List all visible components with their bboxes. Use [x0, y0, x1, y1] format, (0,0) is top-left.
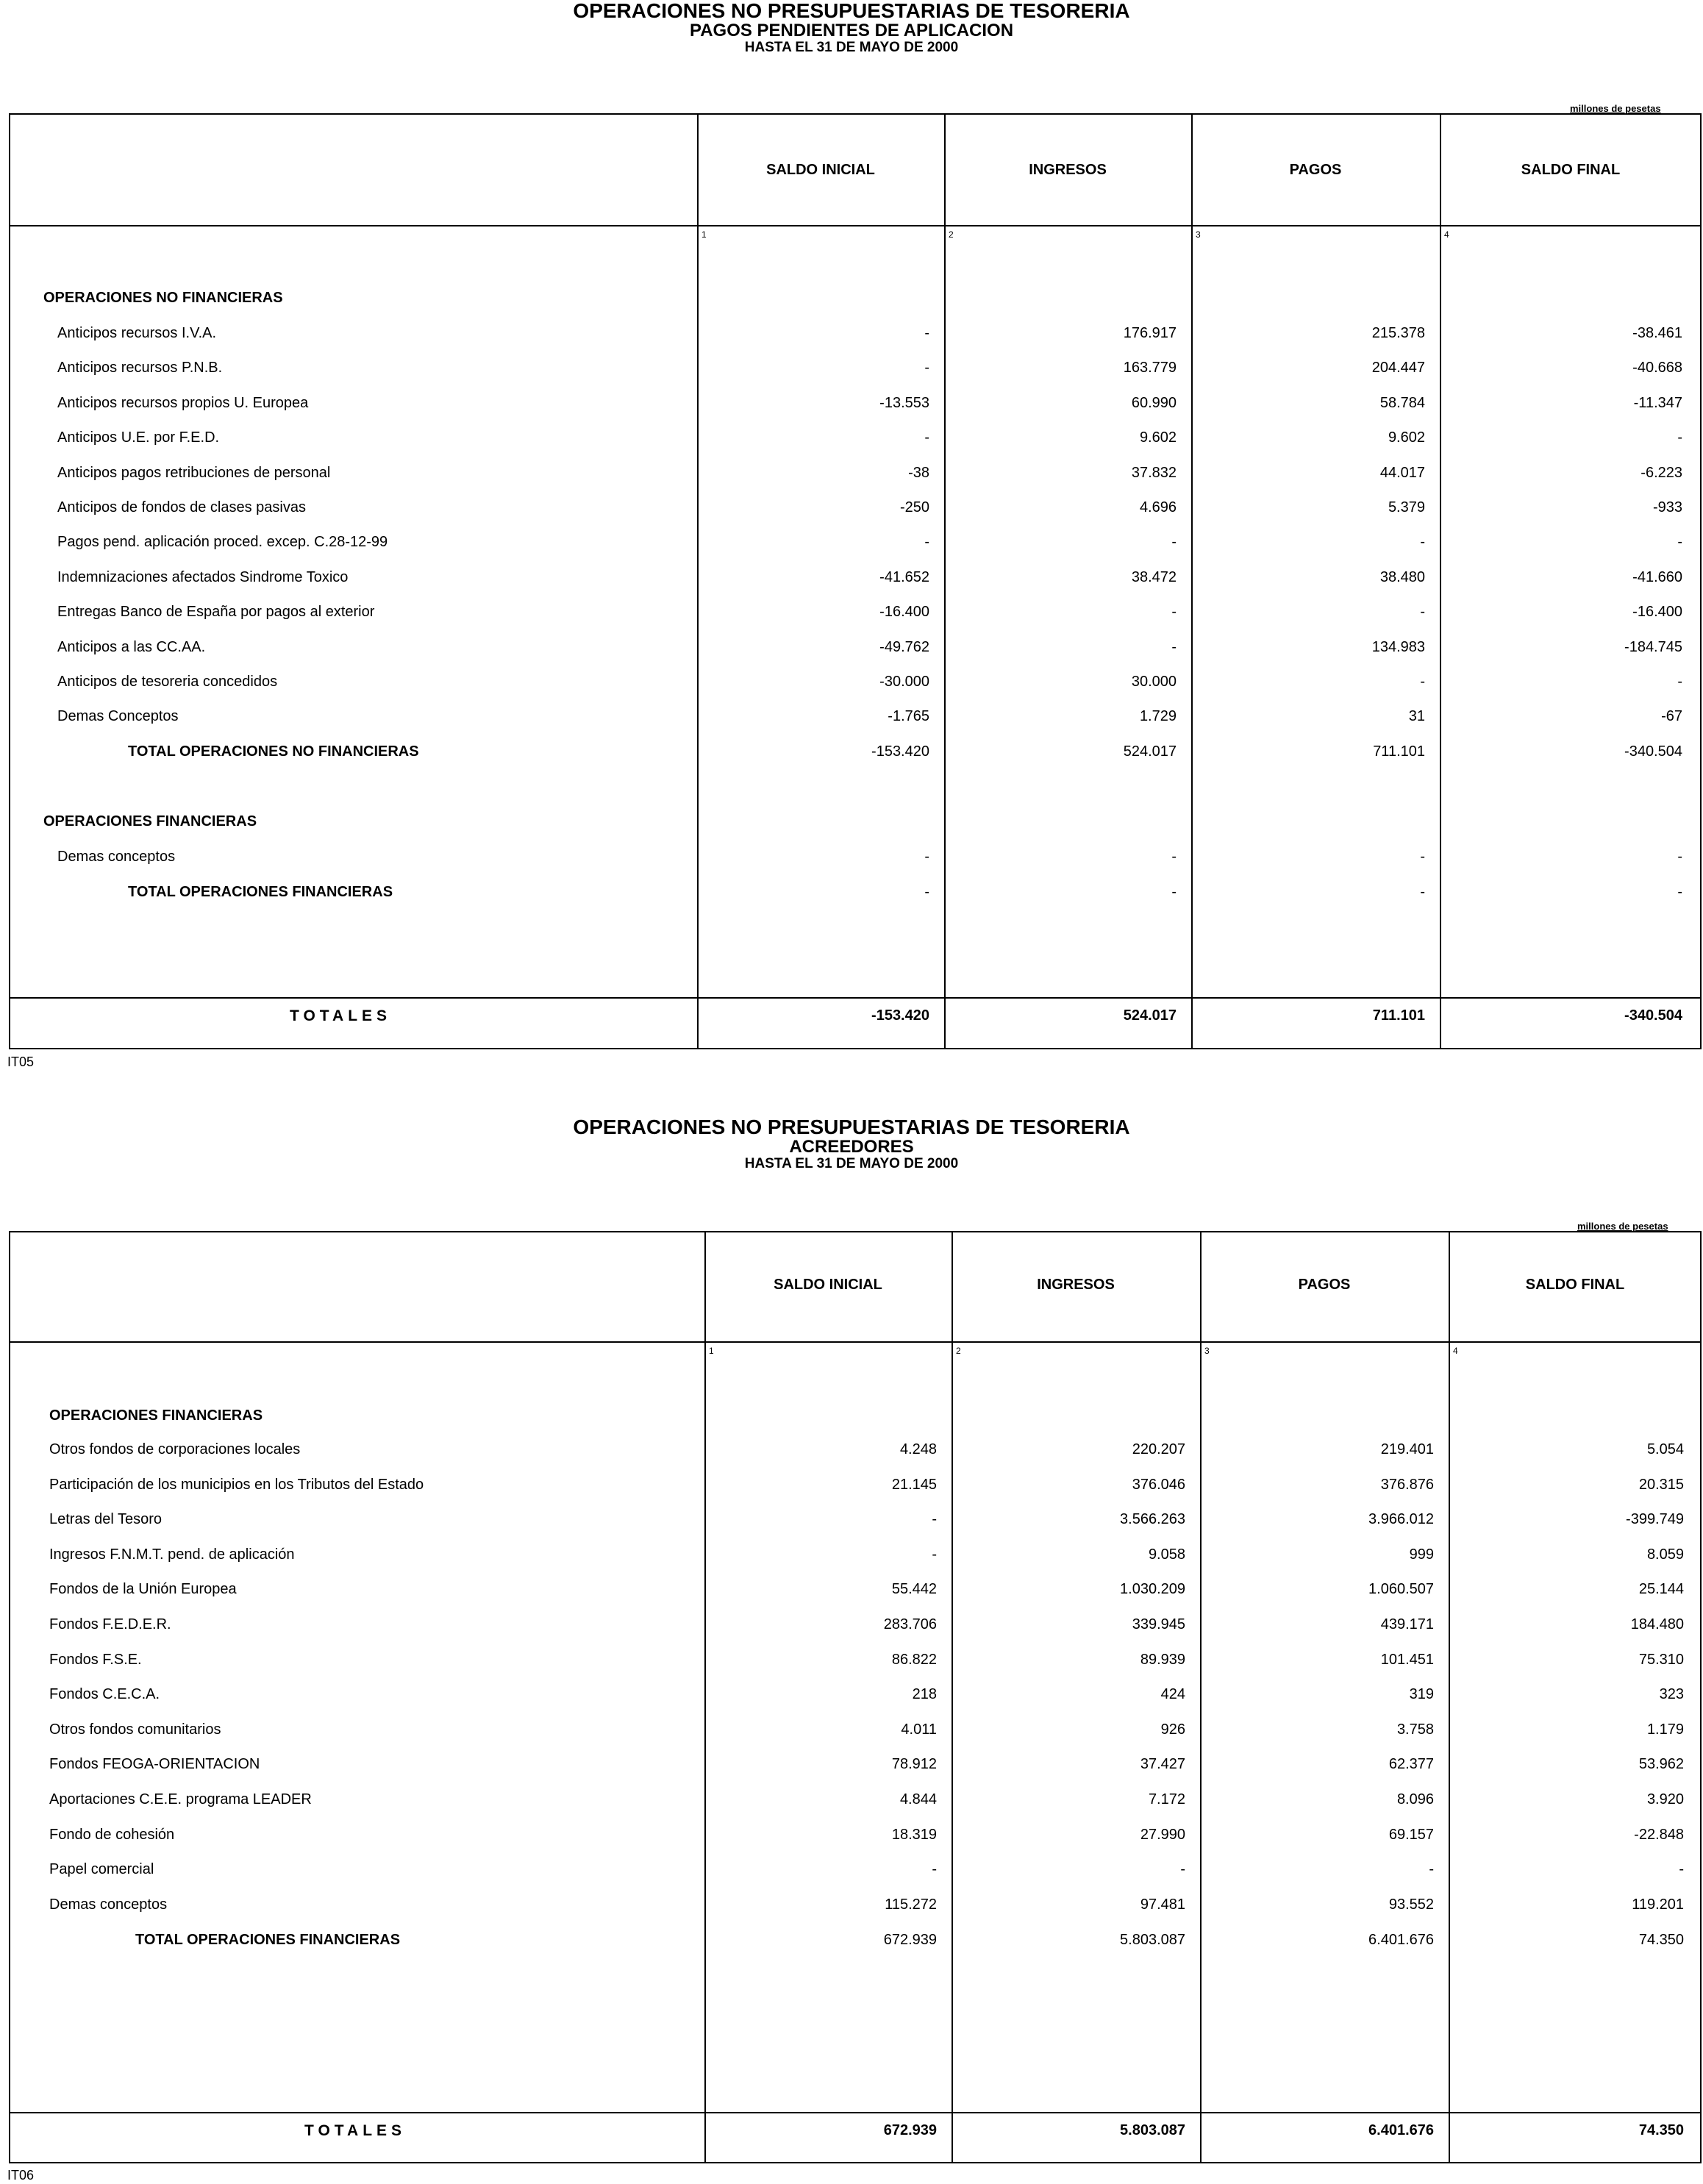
row-label: Anticipos recursos propios U. Europea — [57, 394, 309, 411]
row-label: Anticipos recursos P.N.B. — [57, 360, 223, 377]
table1-section2-title: OPERACIONES FINANCIERAS — [43, 813, 257, 829]
cell-ingresos: - — [1180, 1861, 1185, 1878]
cell-saldo-final: - — [1677, 674, 1682, 690]
cell-ingresos: 163.779 — [1123, 360, 1177, 377]
row-label: Fondos de la Unión Europea — [49, 1581, 237, 1598]
row-label: Fondos C.E.C.A. — [49, 1686, 160, 1703]
cell-saldo-inicial: - — [932, 1546, 937, 1563]
cell-saldo-final: -16.400 — [1632, 604, 1682, 621]
subtotal-pagos: - — [1420, 884, 1425, 900]
table1-title: OPERACIONES NO PRESUPUESTARIAS DE TESORERIA — [573, 0, 1130, 22]
table2-date: HASTA EL 31 DE MAYO DE 2000 — [744, 1156, 959, 1171]
table2-grand-total-saldo-inicial: 672.939 — [883, 2122, 937, 2138]
cell-pagos: 1.060.507 — [1368, 1581, 1434, 1598]
table-row — [10, 1721, 1700, 1744]
table-row — [10, 1441, 1700, 1463]
cell-ingresos: 376.046 — [1132, 1476, 1185, 1493]
cell-saldo-final: -67 — [1661, 708, 1682, 725]
table-row — [10, 639, 1700, 661]
cell-ingresos: 424 — [1160, 1686, 1185, 1703]
table-row — [10, 1511, 1700, 1533]
cell-saldo-final: -11.347 — [1633, 394, 1682, 411]
table2-header-saldo-final: SALDO FINAL — [1525, 1277, 1625, 1293]
cell-saldo-inicial: -13.553 — [879, 394, 929, 411]
cell-saldo-inicial: -16.400 — [879, 604, 929, 621]
cell-saldo-final: 3.920 — [1646, 1791, 1684, 1807]
subtotal-label: TOTAL OPERACIONES FINANCIERAS — [135, 1932, 401, 1948]
cell-pagos: 69.157 — [1388, 1826, 1434, 1843]
cell-pagos: 62.377 — [1388, 1756, 1434, 1773]
cell-pagos: 38.480 — [1379, 568, 1425, 585]
table-row — [10, 604, 1700, 626]
table1-section-title: OPERACIONES NO FINANCIERAS — [43, 290, 283, 306]
cell-pagos: - — [1420, 604, 1425, 621]
table-row — [10, 1616, 1700, 1638]
cell-pagos: 9.602 — [1388, 429, 1425, 446]
cell-ingresos: 339.945 — [1132, 1616, 1185, 1632]
subtotal-label: TOTAL OPERACIONES NO FINANCIERAS — [128, 743, 419, 760]
row-label: Participación de los municipios en los Tributos del Estado — [49, 1476, 424, 1493]
cell-ingresos: 37.832 — [1131, 464, 1177, 481]
cell-ingresos: 60.990 — [1131, 394, 1177, 411]
table2-units: millones de pesetas — [1577, 1221, 1668, 1232]
cell-saldo-inicial: -250 — [899, 499, 929, 515]
table2 — [9, 1231, 1702, 2163]
cell-saldo-inicial: -49.762 — [879, 638, 929, 655]
cell-ingresos: - — [1171, 849, 1177, 865]
row-label: Indemnizaciones afectados Sindrome Toxico — [57, 568, 349, 585]
cell-pagos: - — [1420, 849, 1425, 865]
cell-saldo-final: 323 — [1659, 1686, 1684, 1703]
table-row — [10, 429, 1700, 452]
cell-saldo-final: -6.223 — [1640, 464, 1682, 481]
table2-colnum: 3 — [1204, 1346, 1210, 1356]
cell-saldo-final: 25.144 — [1638, 1581, 1684, 1598]
cell-saldo-inicial: - — [932, 1861, 937, 1878]
table1-title-block — [0, 0, 1703, 56]
table-row — [10, 1546, 1700, 1569]
doc-code-it05: IT05 — [7, 1054, 35, 1069]
table1-header-saldo-inicial: SALDO INICIAL — [766, 162, 875, 178]
table1-header-ingresos: INGRESOS — [1029, 162, 1107, 178]
row-label: Otros fondos comunitarios — [49, 1721, 221, 1738]
table-row — [10, 534, 1700, 556]
table2-header-saldo-inicial: SALDO INICIAL — [774, 1277, 882, 1293]
cell-saldo-inicial: 4.248 — [899, 1441, 937, 1457]
cell-saldo-inicial: - — [932, 1511, 937, 1528]
cell-pagos: 8.096 — [1396, 1791, 1434, 1807]
row-label: Fondo de cohesión — [49, 1826, 175, 1843]
row-label: Anticipos a las CC.AA. — [57, 638, 206, 655]
table1-grand-total-label: TOTALES — [290, 1007, 392, 1024]
row-label: Aportaciones C.E.E. programa LEADER — [49, 1791, 312, 1807]
cell-ingresos: 1.030.209 — [1120, 1581, 1185, 1598]
cell-saldo-final: -41.660 — [1632, 568, 1682, 585]
table1-grand-total-saldo-inicial: -153.420 — [871, 1007, 929, 1024]
subtotal-row — [10, 1932, 1700, 1954]
table1-subtitle: PAGOS PENDIENTES DE APLICACION — [689, 21, 1014, 40]
table2-grand-total-row — [10, 2122, 1700, 2144]
cell-saldo-inicial: 218 — [912, 1686, 937, 1703]
cell-saldo-final: 5.054 — [1646, 1441, 1684, 1457]
cell-ingresos: 4.696 — [1139, 499, 1177, 515]
table-row — [10, 674, 1700, 696]
table2-header-divider — [10, 1341, 1700, 1343]
table1-colnum: 3 — [1196, 229, 1201, 240]
cell-ingresos: - — [1171, 604, 1177, 621]
subtotal-saldo-inicial: 672.939 — [883, 1932, 937, 1948]
table-row — [10, 1827, 1700, 1849]
cell-saldo-final: - — [1677, 849, 1682, 865]
table1-grand-total-row — [10, 1007, 1700, 1029]
table1 — [9, 113, 1702, 1049]
cell-ingresos: 37.427 — [1140, 1756, 1185, 1773]
cell-ingresos: 30.000 — [1131, 674, 1177, 690]
table1-colnum: 1 — [701, 229, 707, 240]
cell-ingresos: 220.207 — [1132, 1441, 1185, 1457]
table-row — [10, 465, 1700, 487]
table2-section-title: OPERACIONES FINANCIERAS — [49, 1407, 263, 1424]
cell-saldo-inicial: 86.822 — [891, 1651, 937, 1668]
cell-ingresos: - — [1171, 534, 1177, 551]
cell-saldo-final: -933 — [1652, 499, 1682, 515]
table1-header-pagos: PAGOS — [1289, 162, 1342, 178]
row-label: Fondos FEOGA-ORIENTACION — [49, 1756, 260, 1773]
cell-pagos: 5.379 — [1388, 499, 1425, 515]
table2-colnum: 4 — [1453, 1346, 1458, 1356]
cell-saldo-inicial: - — [924, 429, 929, 446]
cell-pagos: 134.983 — [1371, 638, 1425, 655]
table1-totals-divider — [10, 997, 1700, 999]
cell-ingresos: 9.602 — [1139, 429, 1177, 446]
cell-pagos: - — [1429, 1861, 1434, 1878]
cell-saldo-inicial: 18.319 — [891, 1826, 937, 1843]
table2-header-ingresos: INGRESOS — [1037, 1277, 1115, 1293]
subtotal-pagos: 6.401.676 — [1368, 1932, 1434, 1948]
subtotal-saldo-final: -340.504 — [1624, 743, 1682, 760]
row-label: Otros fondos de corporaciones locales — [49, 1441, 301, 1457]
cell-saldo-final: -40.668 — [1632, 360, 1682, 377]
table1-colnum: 4 — [1444, 229, 1449, 240]
subtotal-row — [10, 743, 1700, 766]
cell-saldo-inicial: 55.442 — [891, 1581, 937, 1598]
row-label: Fondos F.E.D.E.R. — [49, 1616, 171, 1632]
table2-grand-total-saldo-final: 74.350 — [1638, 2122, 1684, 2138]
table2-grand-total-ingresos: 5.803.087 — [1120, 2122, 1185, 2138]
cell-saldo-final: 1.179 — [1646, 1721, 1684, 1738]
row-label: Letras del Tesoro — [49, 1511, 163, 1528]
table1-grand-total-pagos: 711.101 — [1372, 1007, 1425, 1024]
subtotal-ingresos: 524.017 — [1123, 743, 1177, 760]
table-row — [10, 360, 1700, 382]
cell-saldo-final: 119.201 — [1632, 1896, 1684, 1913]
cell-pagos: 999 — [1409, 1546, 1434, 1563]
cell-saldo-inicial: 283.706 — [883, 1616, 937, 1632]
cell-pagos: 101.451 — [1380, 1651, 1434, 1668]
cell-ingresos: 926 — [1160, 1721, 1185, 1738]
subtotal-saldo-inicial: -153.420 — [871, 743, 929, 760]
cell-saldo-inicial: - — [924, 849, 929, 865]
table2-totals-divider — [10, 2112, 1700, 2113]
table-row — [10, 849, 1700, 871]
table2-title: OPERACIONES NO PRESUPUESTARIAS DE TESORERIA — [573, 1116, 1130, 1138]
cell-saldo-inicial: -38 — [908, 464, 929, 481]
cell-saldo-final: - — [1677, 534, 1682, 551]
table2-colnum: 2 — [956, 1346, 961, 1356]
cell-ingresos: 7.172 — [1148, 1791, 1185, 1807]
cell-ingresos: 97.481 — [1140, 1896, 1185, 1913]
subtotal-saldo-inicial: - — [924, 884, 929, 900]
row-label: Demas conceptos — [57, 849, 176, 865]
cell-saldo-inicial: - — [924, 360, 929, 377]
cell-saldo-inicial: 4.011 — [901, 1721, 937, 1738]
cell-pagos: 204.447 — [1371, 360, 1425, 377]
cell-saldo-final: - — [1679, 1861, 1684, 1878]
table-row — [10, 1791, 1700, 1813]
table2-grand-total-label: TOTALES — [304, 2122, 407, 2139]
cell-saldo-final: - — [1677, 429, 1682, 446]
table2-colnum: 1 — [709, 1346, 714, 1356]
cell-saldo-inicial: 78.912 — [891, 1756, 937, 1773]
cell-saldo-final: 75.310 — [1638, 1651, 1684, 1668]
subtotal-ingresos: 5.803.087 — [1120, 1932, 1185, 1948]
subtotal-ingresos: - — [1171, 884, 1177, 900]
row-label: Ingresos F.N.M.T. pend. de aplicación — [49, 1546, 295, 1563]
table2-title-block — [0, 1116, 1703, 1172]
cell-ingresos: 9.058 — [1148, 1546, 1185, 1563]
table-row — [10, 1896, 1700, 1919]
cell-saldo-final: -38.461 — [1632, 325, 1682, 341]
row-label: Anticipos U.E. por F.E.D. — [57, 429, 220, 446]
subtotal-saldo-final: - — [1677, 884, 1682, 900]
cell-pagos: 319 — [1409, 1686, 1434, 1703]
cell-saldo-final: -22.848 — [1634, 1826, 1684, 1843]
table1-header-saldo-final: SALDO FINAL — [1521, 162, 1621, 178]
row-label: Entregas Banco de España por pagos al exterior — [57, 604, 375, 621]
cell-ingresos: 176.917 — [1123, 325, 1177, 341]
cell-pagos: 58.784 — [1379, 394, 1425, 411]
cell-ingresos: 3.566.263 — [1120, 1511, 1185, 1528]
row-label: Demas conceptos — [49, 1896, 168, 1913]
table-row — [10, 1861, 1700, 1883]
subtotal-pagos: 711.101 — [1373, 743, 1425, 760]
table-row — [10, 1477, 1700, 1499]
subtotal-row — [10, 884, 1700, 906]
table1-colnum: 2 — [949, 229, 954, 240]
cell-saldo-final: -184.745 — [1624, 638, 1682, 655]
table1-grand-total-saldo-final: -340.504 — [1624, 1007, 1682, 1024]
subtotal-saldo-final: 74.350 — [1638, 1932, 1684, 1948]
cell-saldo-inicial: - — [924, 325, 929, 341]
cell-ingresos: 27.990 — [1140, 1826, 1185, 1843]
cell-saldo-final: 184.480 — [1630, 1616, 1684, 1632]
cell-pagos: 215.378 — [1371, 325, 1425, 341]
table1-units: millones de pesetas — [1570, 103, 1661, 114]
table1-date: HASTA EL 31 DE MAYO DE 2000 — [744, 40, 959, 55]
cell-ingresos: - — [1171, 638, 1177, 655]
cell-saldo-inicial: - — [924, 534, 929, 551]
row-label: Anticipos de fondos de clases pasivas — [57, 499, 306, 515]
row-label: Anticipos de tesoreria concedidos — [57, 674, 278, 690]
cell-pagos: 93.552 — [1388, 1896, 1434, 1913]
table-row — [10, 325, 1700, 347]
table1-header-divider — [10, 225, 1700, 226]
cell-pagos: - — [1420, 674, 1425, 690]
table2-header-pagos: PAGOS — [1298, 1277, 1351, 1293]
row-label: Papel comercial — [49, 1861, 154, 1878]
row-label: Fondos F.S.E. — [49, 1651, 142, 1668]
cell-pagos: 44.017 — [1379, 464, 1425, 481]
table-row — [10, 708, 1700, 730]
table-row — [10, 1686, 1700, 1708]
table-row — [10, 1652, 1700, 1674]
cell-pagos: 376.876 — [1380, 1476, 1434, 1493]
cell-pagos: 31 — [1408, 708, 1425, 725]
table2-grand-total-pagos: 6.401.676 — [1368, 2122, 1434, 2138]
cell-saldo-inicial: -41.652 — [879, 568, 929, 585]
cell-saldo-inicial: 21.145 — [891, 1476, 937, 1493]
cell-saldo-final: 8.059 — [1646, 1546, 1684, 1563]
table-row — [10, 1756, 1700, 1778]
cell-ingresos: 38.472 — [1131, 568, 1177, 585]
cell-saldo-inicial: 4.844 — [899, 1791, 937, 1807]
table-row — [10, 395, 1700, 417]
table1-grand-total-ingresos: 524.017 — [1123, 1007, 1177, 1024]
cell-pagos: - — [1420, 534, 1425, 551]
cell-saldo-inicial: -1.765 — [888, 708, 929, 725]
row-label: Anticipos recursos I.V.A. — [57, 325, 217, 341]
table-row — [10, 1581, 1700, 1603]
cell-saldo-final: 20.315 — [1638, 1476, 1684, 1493]
cell-saldo-inicial: 115.272 — [885, 1896, 937, 1913]
cell-ingresos: 89.939 — [1140, 1651, 1185, 1668]
row-label: Anticipos pagos retribuciones de personal — [57, 464, 331, 481]
row-label: Demas Conceptos — [57, 708, 179, 725]
cell-pagos: 439.171 — [1380, 1616, 1434, 1632]
cell-pagos: 3.758 — [1396, 1721, 1434, 1738]
cell-pagos: 3.966.012 — [1368, 1511, 1434, 1528]
table2-subtitle: ACREEDORES — [789, 1137, 914, 1157]
table-row — [10, 569, 1700, 591]
cell-ingresos: 1.729 — [1139, 708, 1177, 725]
table-row — [10, 499, 1700, 521]
subtotal-label: TOTAL OPERACIONES FINANCIERAS — [128, 884, 393, 900]
cell-pagos: 219.401 — [1380, 1441, 1434, 1457]
cell-saldo-final: 53.962 — [1638, 1756, 1684, 1773]
cell-saldo-final: -399.749 — [1626, 1511, 1684, 1528]
doc-code-it06: IT06 — [7, 2168, 35, 2183]
cell-saldo-inicial: -30.000 — [879, 674, 929, 690]
row-label: Pagos pend. aplicación proced. excep. C.28-12-99 — [57, 534, 388, 551]
